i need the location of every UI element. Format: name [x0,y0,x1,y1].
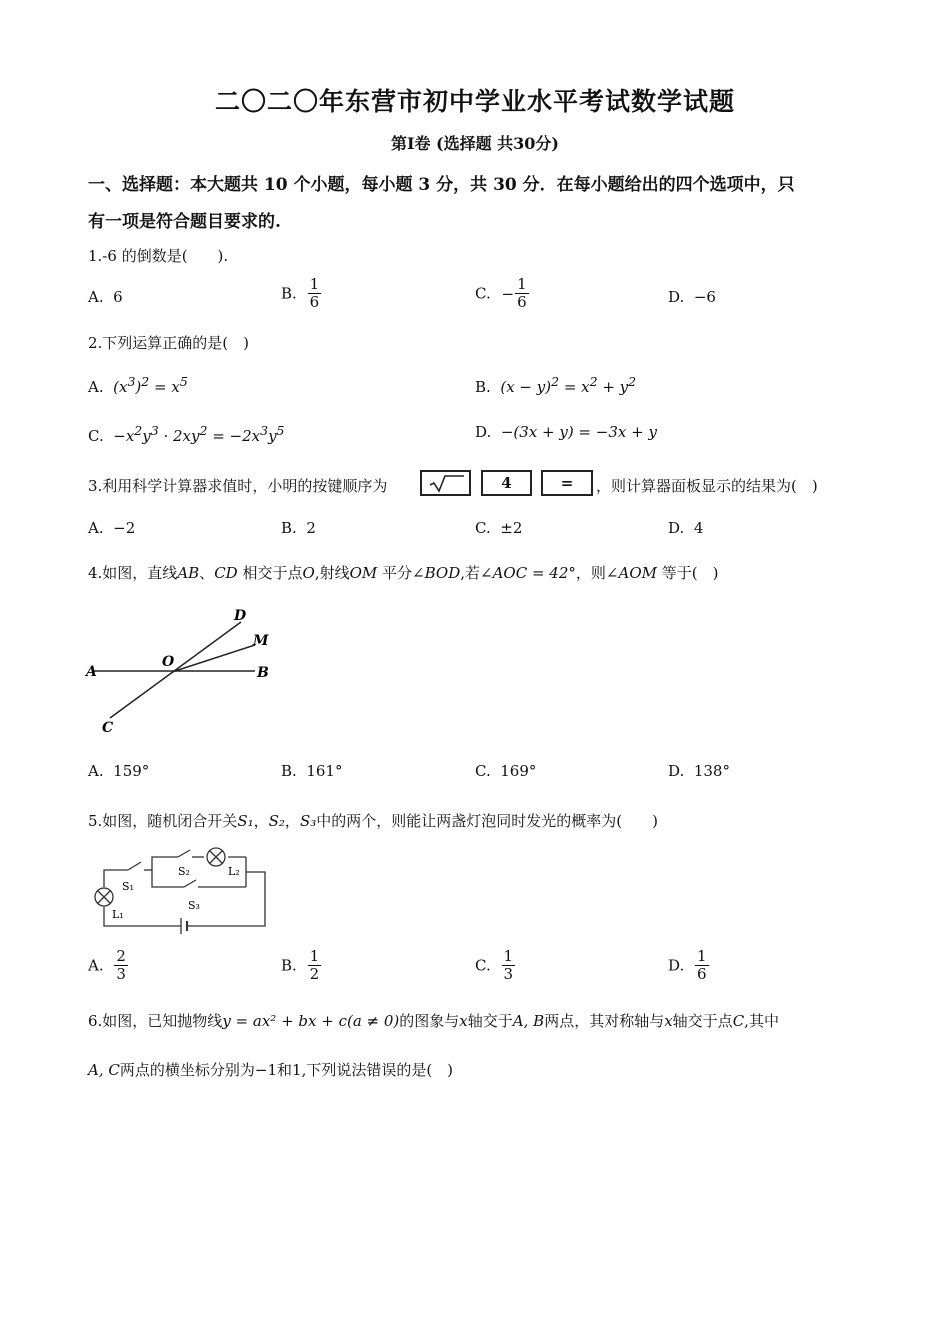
q5-option-b: B. $\frac{1}{2}$ [281,947,320,983]
label-o: O [162,654,175,670]
calculator-key-equals: = [541,470,593,496]
q6-stem-line-1: 6.如图，已知抛物线y = ax² + bx + c(a ≠ 0)的图象与x轴交于A, B两点，其对称轴与x轴交于点C,其中 [88,1012,779,1030]
q4-option-d: D. 138° [668,762,730,780]
q5-option-c: C. $\frac{1}{3}$ [475,947,514,983]
sqrt-key-icon [422,472,469,494]
label-b: B [257,665,269,681]
q1-stem: 1.-6 的倒数是( ). [88,247,229,265]
q1-option-b: B. $\frac{1}{6}$ [281,275,320,311]
q5-option-a: A. $\frac{2}{3}$ [88,947,126,983]
label-m: M [253,633,269,649]
q1-c-fraction: $\frac{1}{6}$ [517,275,527,311]
circuit-label-l1: L₁ [112,908,124,921]
calculator-key-4: 4 [481,470,532,496]
q4-lines-figure [80,600,310,740]
q2-option-b: B. $(x - y)^2 = x^2 + y^2$ [475,374,637,396]
q2-option-a: A. $(x^3)^2 = x^5$ [88,374,188,396]
q1-option-c: C. − $\frac{1}{6}$ [475,275,527,311]
q3-option-b: B. 2 [281,519,316,537]
q4-option-c: C. 169° [475,762,537,780]
q5-option-d: D. $\frac{1}{6}$ [668,947,707,983]
q1-option-d: D. −6 [668,288,716,306]
q3-stem-before: 3.利用科学计算器求值时，小明的按键顺序为 [88,477,388,495]
calculator-key-sqrt [420,470,471,496]
q6-stem-line-2: A, C两点的横坐标分别为−1和1,下列说法错误的是( ) [88,1061,454,1079]
q3-option-a: A. −2 [88,519,136,537]
q1-option-a: A. 6 [88,288,123,306]
q2-option-c: C. $-x^2y^3 \cdot 2xy^2 = -2x^3y^5$ [88,423,285,445]
q3-stem-after: ，则计算器面板显示的结果为( ) [596,477,818,495]
q2-stem: 2.下列运算正确的是( ) [88,334,250,352]
circuit-label-s3: S₃ [188,899,200,912]
q5-stem: 5.如图，随机闭合开关S₁，S₂，S₃中的两个，则能让两盏灯泡同时发光的概率为( ) [88,812,658,830]
circuit-label-l2: L₂ [228,865,240,878]
q3-option-c: C. ±2 [475,519,523,537]
q4-option-a: A. 159° [88,762,150,780]
circuit-label-s1: S₁ [122,880,134,893]
label-a: A [86,664,97,680]
q2-option-d: D. −(3x + y) = −3x + y [475,423,657,441]
instructions-line-1: 一、选择题：本大题共 10 个小题，每小题 3 分，共 30 分．在每小题给出的四个选项中，只 [88,175,795,195]
label-d: D [234,608,247,624]
section-subtitle: 第Ⅰ卷 (选择题 共30分) [390,134,560,153]
page-title: 二〇二〇年东营市初中学业水平考试数学试题 [214,87,735,116]
ray-om [172,645,255,672]
label-c: C [102,720,114,736]
q3-option-d: D. 4 [668,519,704,537]
line-cd [110,622,241,718]
q5-circuit-diagram [86,845,276,940]
circuit-label-s2: S₂ [178,865,190,878]
q1-b-fraction: $\frac{1}{6}$ [309,275,320,311]
q4-option-b: B. 161° [281,762,343,780]
q4-stem: 4.如图，直线AB、CD 相交于点O,射线OM 平分∠BOD,若∠AOC = 42°，则∠AOM 等于( ) [88,564,719,582]
instructions-line-2: 有一项是符合题目要求的. [88,212,281,232]
